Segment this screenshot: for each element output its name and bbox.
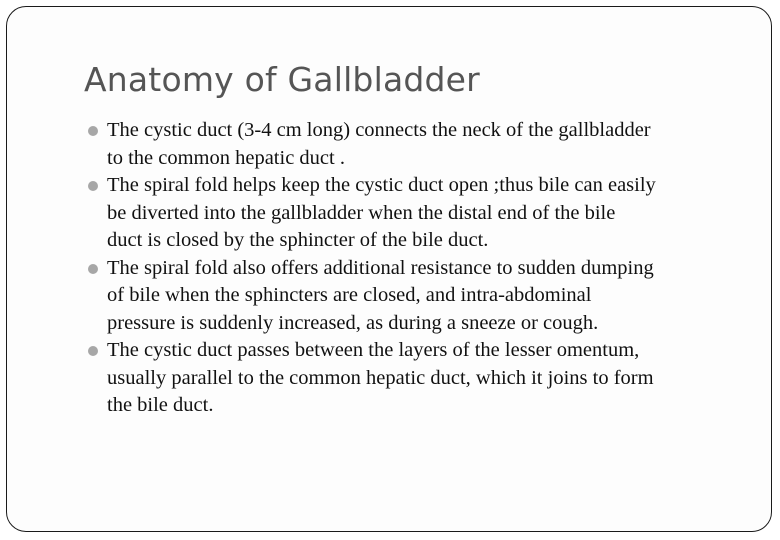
circle-bullet-icon [88,126,98,136]
bullet-line: the bile duct. [107,394,214,416]
bullet-list [88,117,748,420]
bullet-line: The cystic duct passes between the layers of the lesser omentum, [107,339,640,361]
circle-bullet-icon [88,346,98,356]
circle-bullet-icon [88,181,98,191]
bullet-item-4 [88,337,748,420]
bullet-line: The spiral fold also offers additional resistance to sudden dumping [107,256,654,279]
bullet-line: duct is closed by the sphincter of the bile duct. [107,229,489,251]
bullet-line: pressure is suddenly increased, as during a sneeze or cough. [107,311,599,334]
bullet-item-1 [88,117,748,172]
bullet-line: to the common hepatic duct . [107,146,345,169]
bullet-item-2 [88,172,748,255]
bullet-item-3 [88,255,748,338]
bullet-line: of bile when the sphincters are closed, and intra-abdominal [107,284,592,306]
slide-title: Anatomy of Gallbladder [84,60,480,99]
bullet-line: be diverted into the gallbladder when the distal end of the bile [107,201,616,224]
bullet-line: The cystic duct (3-4 cm long) connects the neck of the gallbladder [107,119,651,141]
circle-bullet-icon [88,264,98,274]
bullet-line: usually parallel to the common hepatic duct, which it joins to form [107,366,654,389]
bullet-line: The spiral fold helps keep the cystic duct open ;thus bile can easily [107,174,656,196]
